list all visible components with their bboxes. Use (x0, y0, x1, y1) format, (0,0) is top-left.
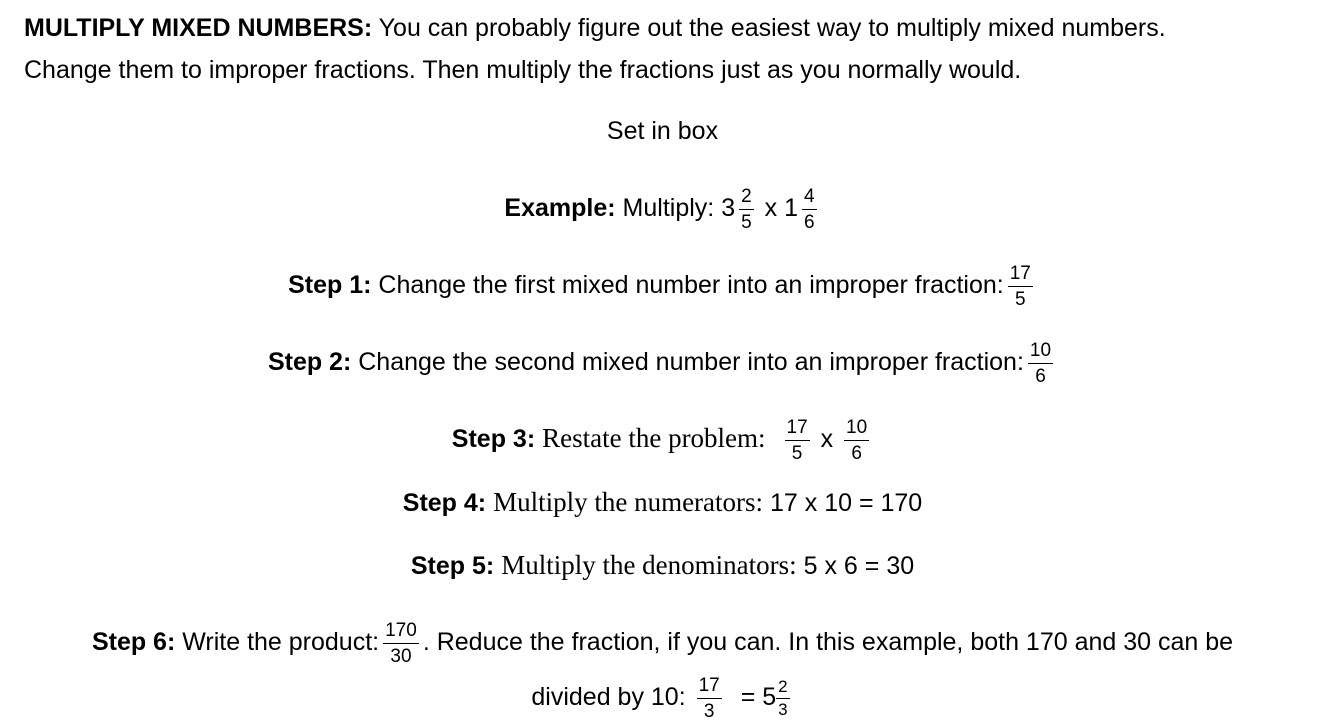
step-2-text: Change the second mixed number into an improper fraction: (358, 348, 1024, 377)
step-4-label: Step 4: (402, 489, 487, 517)
step-1-fraction (1008, 263, 1033, 310)
fraction-denominator: 3 (703, 701, 715, 722)
step-4-expression: 17 x 10 = 170 (770, 489, 923, 517)
example-label: Example: (504, 194, 616, 223)
step-3 (0, 417, 1325, 464)
step-4-text: Multiply the numerators: (493, 487, 764, 517)
fraction-numerator: 17 (785, 417, 810, 441)
step-6-result-fraction (776, 678, 789, 719)
step-5-expression: 5 x 6 = 30 (803, 552, 915, 580)
fraction-denominator: 3 (778, 700, 788, 719)
step-6-product-fraction (383, 620, 419, 667)
step-1 (0, 263, 1325, 310)
fraction-numerator: 170 (383, 620, 419, 644)
example-text: Multiply: (622, 194, 715, 223)
fraction-numerator: 4 (802, 186, 817, 210)
step-3-text: Restate the problem: (542, 423, 766, 454)
step-4 (0, 487, 1325, 518)
fraction-numerator: 17 (697, 675, 722, 699)
intro-line-1 (24, 13, 1166, 43)
intro-line-2 (24, 55, 1021, 85)
step-6-reduced-fraction (697, 675, 722, 722)
example-fraction-1 (739, 186, 754, 233)
step-1-text: Change the first mixed number into an improper fraction: (378, 271, 1004, 300)
step-6-label: Step 6: (91, 628, 176, 657)
step-3-fraction-2 (844, 417, 869, 464)
fraction-numerator: 10 (1028, 340, 1053, 364)
fraction-denominator: 5 (741, 212, 752, 233)
intro-text-1: You can probably figure out the easiest way to multiply mixed numbers. (378, 14, 1166, 42)
times-sign: x (820, 425, 834, 454)
fraction-denominator: 5 (791, 443, 803, 464)
fraction-denominator: 6 (1035, 366, 1046, 387)
step-2-label: Step 2: (267, 348, 352, 377)
fraction-numerator: 17 (1008, 263, 1033, 287)
step-5-label: Step 5: (410, 552, 495, 580)
set-in-box-text: Set in box (606, 117, 719, 145)
step-3-label: Step 3: (451, 425, 536, 454)
times-sign: x (764, 194, 778, 223)
step-2-fraction (1028, 340, 1053, 387)
fraction-denominator: 6 (803, 212, 815, 233)
example-whole-2: 1 (784, 194, 798, 223)
step-6-line-2-text: divided by 10: (531, 683, 686, 712)
fraction-denominator: 30 (390, 646, 412, 667)
step-5-text: Multiply the denominators: (501, 550, 797, 580)
step-3-fraction-1 (785, 417, 810, 464)
step-6-text-before: Write the product: (182, 628, 380, 657)
intro-heading: MULTIPLY MIXED NUMBERS: (24, 14, 373, 42)
step-6-line-1 (0, 620, 1325, 667)
step-2 (0, 340, 1325, 387)
fraction-denominator: 6 (851, 443, 862, 464)
example-fraction-2 (802, 186, 817, 233)
fraction-denominator: 5 (1015, 289, 1026, 310)
example-line (0, 186, 1325, 233)
fraction-numerator: 2 (776, 678, 789, 699)
step-6-text-after: . Reduce the fraction, if you can. In this example, both 170 and 30 can be (422, 628, 1234, 657)
fraction-numerator: 2 (739, 186, 754, 210)
step-5 (0, 550, 1325, 581)
step-1-label: Step 1: (288, 271, 372, 300)
fraction-numerator: 10 (844, 417, 869, 441)
step-6-equals: = 5 (740, 683, 777, 712)
example-whole-1: 3 (721, 194, 736, 223)
step-6-line-2 (0, 675, 1325, 722)
set-in-box-note (0, 116, 1325, 146)
intro-text-2: Change them to improper fractions. Then multiply the fractions just as you normally would. (24, 56, 1022, 84)
